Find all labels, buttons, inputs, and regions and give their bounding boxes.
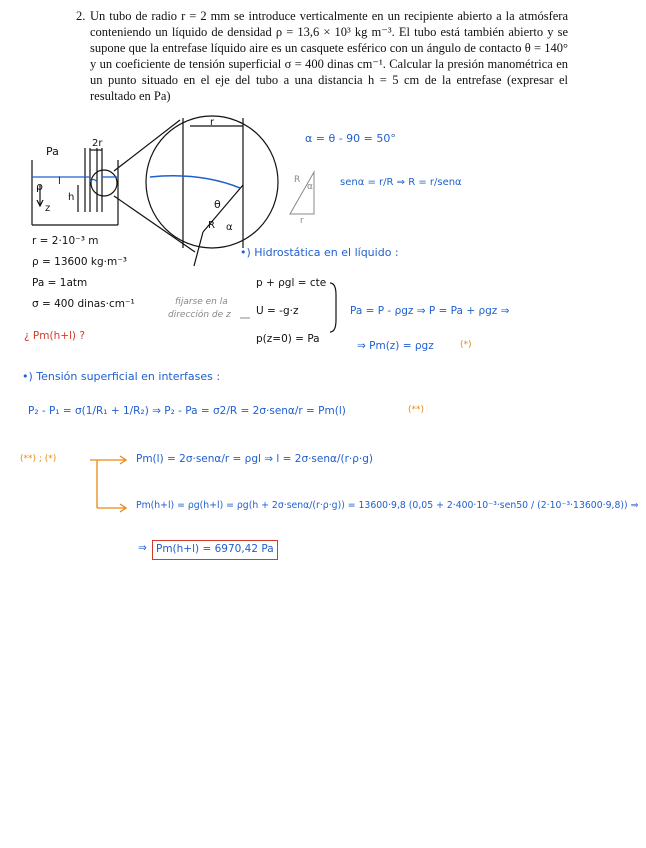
- label-alpha-zoom: α: [226, 222, 233, 233]
- label-z: z: [45, 203, 51, 214]
- combine-eq2: Pm(h+l) = ρg(h+l) = ρg(h + 2σ·senα/(r·ρ·g)) = 13600·9,8 (0,05 + 2·400·10⁻³·sen50 / (2·10⁻³·13600·9,8)) ⇒: [136, 500, 639, 511]
- problem-number: 2.: [76, 9, 86, 23]
- tension-title: •) Tensión superficial en interfases :: [22, 370, 221, 383]
- hydro-title: •) Hidrostática en el líquido :: [240, 246, 399, 259]
- label-h: h: [68, 192, 75, 203]
- triangle-r: r: [300, 216, 304, 226]
- given-sigma: σ = 400 dinas·cm⁻¹: [32, 298, 135, 310]
- final-result: Pm(h+l) = 6970,42 Pa: [156, 543, 274, 555]
- combine-tags: (**) ; (*): [20, 454, 57, 464]
- triangle-alpha: α: [307, 182, 313, 192]
- triangle-R: R: [294, 175, 301, 185]
- result-arrow: ⇒: [138, 542, 147, 554]
- alpha-equation: α = θ - 90 = 50°: [305, 132, 396, 145]
- question: ¿ Pm(h+l) ?: [24, 330, 85, 342]
- hydro-eq3: p(z=0) = Pa: [256, 333, 320, 345]
- tension-tag: (**): [408, 405, 425, 415]
- label-r-zoom: r: [210, 117, 215, 128]
- sine-equation: senα = r/R ⇒ R = r/senα: [340, 177, 462, 188]
- problem-text: Un tubo de radio r = 2 mm se introduce verticalmente en un recipiente abierto a la atmósfera conteniendo un líquido de densidad ρ = 13,6 × 10³ kg m⁻³. El tubo está también abierto y se supone que la entrefase líquido aire es un casquete esférico con un ángulo de contacto θ = 140° y un coeficiente de tensión superficial σ = 400 dinas cm⁻¹. Calcular la presión manométrica en un punto situado en el eje del tubo a una distancia h = 5 cm de la entrefase (expresar el resultado en Pa): [90, 9, 568, 103]
- label-R-zoom: R: [208, 220, 215, 231]
- hydro-result2: ⇒ Pm(z) = ρgz: [357, 340, 434, 352]
- combine-eq1: Pm(l) = 2σ·senα/r = ρgl ⇒ l = 2σ·senα/(r·ρ·g): [136, 453, 373, 465]
- hydro-note-1: fijarse en la: [175, 297, 228, 307]
- magnified-view: [114, 116, 278, 266]
- label-theta: θ: [214, 198, 221, 211]
- label-rho: ρ: [36, 180, 43, 193]
- hydro-note-2: dirección de z: [168, 310, 231, 320]
- label-l: l: [58, 176, 61, 187]
- tension-equation: P₂ - P₁ = σ(1/R₁ + 1/R₂) ⇒ P₂ - Pa = σ2/R = 2σ·senα/r = Pm(l): [28, 405, 346, 417]
- hydro-tag: (*): [460, 340, 472, 350]
- hydro-eq1: p + ρgl = cte: [256, 277, 327, 289]
- label-2r: 2r: [92, 138, 103, 149]
- given-density: ρ = 13600 kg·m⁻³: [32, 256, 127, 268]
- given-pa: Pa = 1atm: [32, 277, 88, 289]
- hydro-eq2: U = -g·z: [256, 305, 299, 317]
- label-pa: Pa: [46, 145, 59, 158]
- orange-connector: [90, 456, 126, 512]
- given-radius: r = 2·10⁻³ m: [32, 235, 99, 247]
- hydro-result1: Pa = P - ρgz ⇒ P = Pa + ρgz ⇒: [350, 305, 510, 317]
